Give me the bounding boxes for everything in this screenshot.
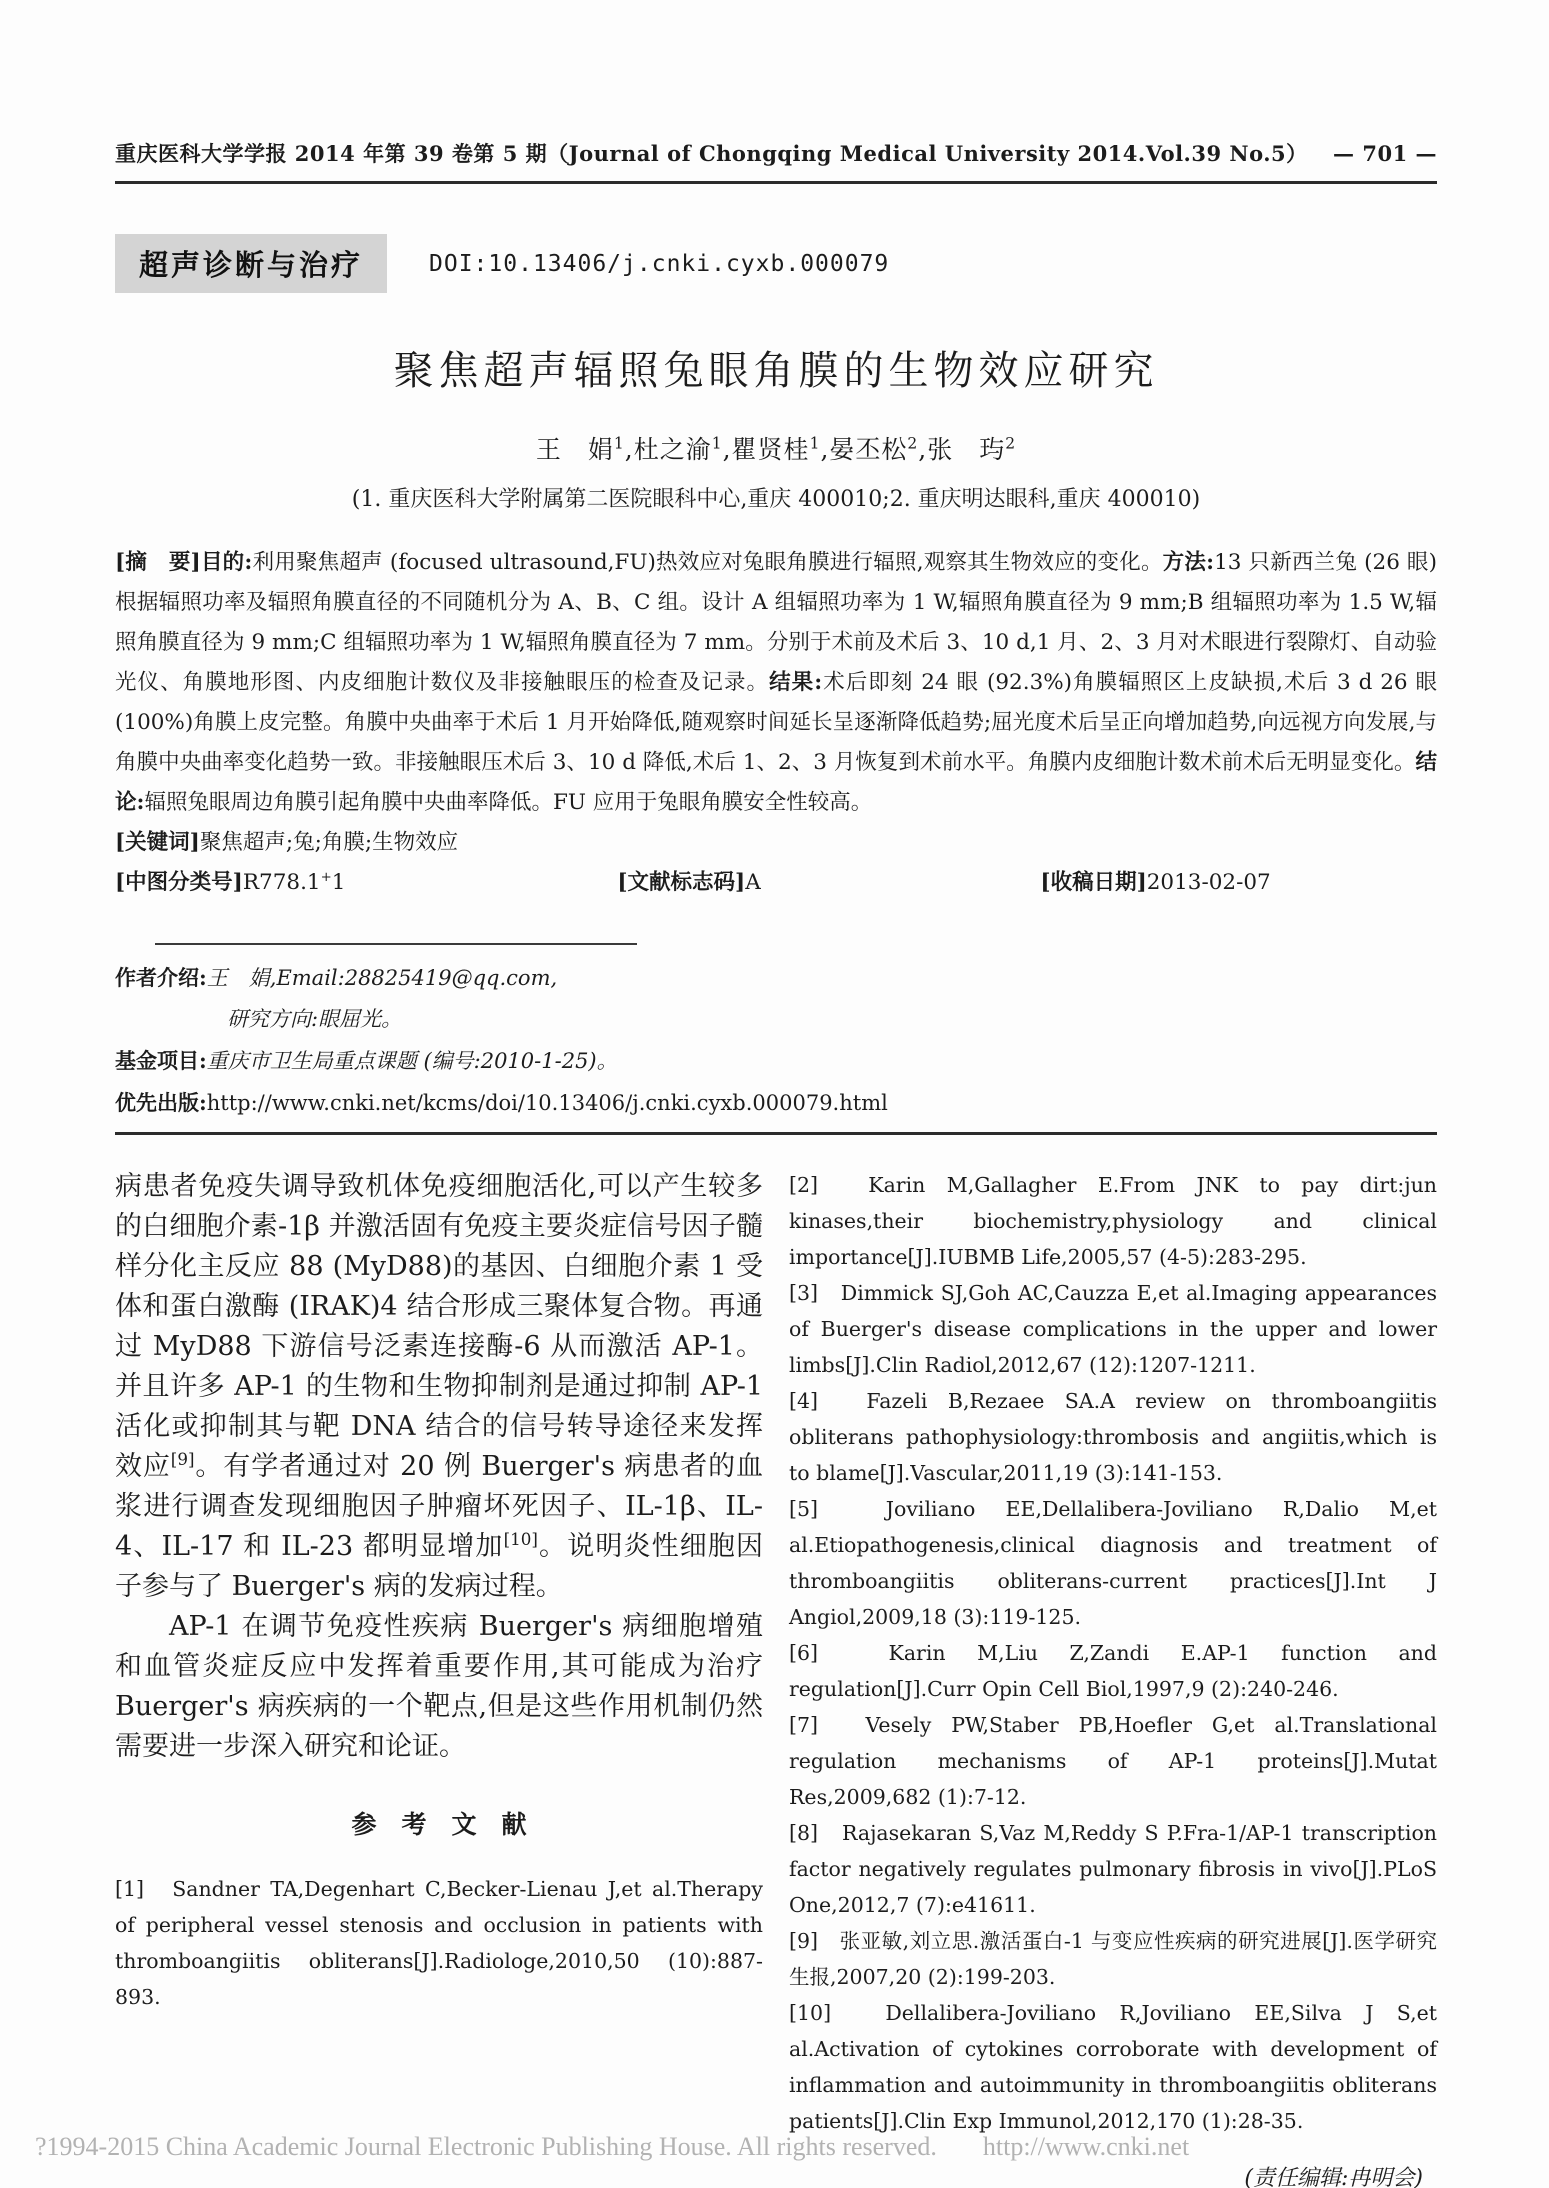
page-number: — 701 — [1333,141,1437,166]
page-header [115,138,1437,168]
article-title: 聚焦超声辐照兔眼角膜的生物效应研究 [393,348,1159,394]
reference-item: [1] Sandner TA,Degenhart C,Becker-Lienau J,et al.Therapy of peripheral vessel stenosis and occlusion in patients with thromboangiitis obliterans[J].Radiologe,2010,50 (10):887-893. [115,1877,763,2009]
reference-item: [10] Dellalibera-Joviliano R,Joviliano EE,Silva J S,et al.Activation of cytokines corroborate with development of inflammation and autoimmunity in thromboangiitis obliterans patients[J].Clin Exp Immunol,2012,170 (1):28-35. [789,2001,1437,2133]
reference-item: [3] Dimmick SJ,Goh AC,Cauzza E,et al.Imaging appearances of Buerger's disease complications in the upper and lower limbs[J].Clin Radiol,2012,67 (12):1207-1211. [789,1281,1437,1377]
received-date: [收稿日期]2013-02-07 [1040,870,1271,895]
fund-project: 基金项目:重庆市卫生局重点课题 (编号:2010-1-25)。 [115,1048,618,1073]
references-heading: 参 考 文 献 [351,1810,527,1839]
copyright-text: ?1994-2015 China Academic Journal Electronic Publishing House. All rights reserved. [35,2132,937,2161]
reference-item: [5] Joviliano EE,Dellalibera-Joviliano R,Dalio M,et al.Etiopathogenesis,clinical diagnosis and treatment of thromboangiitis obliterans-current practices[J].Int J Angiol,2009,18 (3):119-125. [789,1497,1437,1629]
footnote-divider [155,943,637,945]
cnki-url: http://www.cnki.net [982,2132,1190,2161]
author-intro: 作者介绍:王 娟,Email:28825419@qq.com, [115,965,558,990]
document-code: [文献标志码]A [617,870,761,895]
body-paragraph: 病患者免疫失调导致机体免疫细胞活化,可以产生较多的白细胞介素-1β 并激活固有免疫主要炎症信号因子髓样分化主反应 88 (MyD88)的基因、白细胞介素 1 受体和蛋白激酶 (IRAK)4 结合形成三聚体复合物。再通过 MyD88 下游信号泛素连接酶-6 从而激活 AP-1。并且许多 AP-1 的生物和生物抑制剂是通过抑制 AP-1 活化或抑制其与靶 DNA 结合的信号转导途径来发挥效应[9]。有学者通过对 20 例 Buerger's 病患者的血浆进行调查发现细胞因子肿瘤坏死因子、IL-1β、IL-4、IL-17 和 IL-23 都明显增加[10]。说明炎性细胞因子参与了 Buerger's 病的发病过程。 [115,1171,764,1602]
journal-citation: 重庆医科大学学报 2014 年第 39 卷第 5 期（Journal of Chongqing Medical University 2014.Vol.39 No.5） [115,141,1308,166]
body-paragraph: AP-1 在调节免疫性疾病 Buerger's 病细胞增殖和血管炎症反应中发挥着重要作用,其可能成为治疗 Buerger's 病疾病的一个靶点,但是这些作用机制仍然需要进一步深入研究和论证。 [115,1611,763,1762]
online-first-url: 优先出版:http://www.cnki.net/kcms/doi/10.13406/j.cnki.cyxb.000079.html [115,1090,888,1115]
affiliation: (1. 重庆医科大学附属第二医院眼科中心,重庆 400010;2. 重庆明达眼科,重庆 400010) [351,487,1201,512]
abstract: [摘 要]目的:利用聚焦超声 (focused ultrasound,FU)热效应对兔眼角膜进行辐照,观察其生物效应的变化。方法:13 只新西兰兔 (26 眼)根据辐照功率及辐照角膜直径的不同随机分为 A、B、C 组。设计 A 组辐照功率为 1 W,辐照角膜直径为 9 mm;B 组辐照功率为 1.5 W,辐照角膜直径为 9 mm;C 组辐照功率为 1 W,辐照角膜直径为 7 mm。分别于术前及术后 3、10 d,1 月、2、3 月对术眼进行裂隙灯、自动验光仪、角膜地形图、内皮细胞计数仪及非接触眼压的检查及记录。结果:术后即刻 24 眼 (92.3%)角膜辐照区上皮缺损,术后 3 d 26 眼 (100%)角膜上皮完整。角膜中央曲率于术后 1 月开始降低,随观察时间延长呈逐渐降低趋势;屈光度术后呈正向增加趋势,向远视方向发展,与角膜中央曲率变化趋势一致。非接触眼压术后 3、10 d 降低,术后 1、2、3 月恢复到术前水平。角膜内皮细胞计数术前术后无明显变化。结论:辐照兔眼周边角膜引起角膜中央曲率降低。FU 应用于兔眼角膜安全性较高。 [115,550,1438,815]
two-column-body [115,1167,1437,2188]
reference-item: [4] Fazeli B,Rezaee SA.A review on thromboangiitis obliterans pathophysiology:thrombosis and angiitis,which is to blame[J].Vascular,2011,19 (3):141-153. [789,1389,1437,1485]
doi-text: DOI:10.13406/j.cnki.cyxb.000079 [429,250,890,277]
reference-item: [6] Karin M,Liu Z,Zandi E.AP-1 function and regulation[J].Curr Opin Cell Biol,1997,9 (2):240-246. [789,1641,1437,1701]
section-row [115,234,1437,293]
author-intro-continued: 研究方向:眼屈光。 [227,1007,403,1031]
section-badge: 超声诊断与治疗 [115,234,387,293]
classification-row [115,863,1437,903]
editor-note: (责任编辑:冉明会) [1244,2166,1423,2188]
cnki-footer [35,2132,1514,2162]
right-column [789,1167,1437,2188]
reference-item: [8] Rajasekaran S,Vaz M,Reddy S P.Fra-1/AP-1 transcription factor negatively regulates pulmonary fibrosis in vivo[J].PLoS One,2012,7 (7):e41611. [789,1821,1437,1917]
header-divider [115,181,1437,184]
left-column [115,1167,763,2188]
reference-item: [9] 张亚敏,刘立思.激活蛋白-1 与变应性疾病的研究进展[J].医学研究生报,2007,20 (2):199-203. [789,1929,1437,1989]
author-list: 王 娟$^1$,杜之渝$^1$,瞿贤桂$^1$,晏丕松$^2$,张 玙$^2$ [535,434,1017,464]
reference-item: [7] Vesely PW,Staber PB,Hoefler G,et al.Translational regulation mechanisms of AP-1 proteins[J].Mutat Res,2009,682 (1):7-12. [789,1713,1437,1809]
keywords: [关键词]聚焦超声;兔;角膜;生物效应 [115,830,459,855]
clc-number: [中图分类号]R778.1+1 [115,869,346,895]
footnote-block [115,957,1437,1124]
body-divider [115,1132,1437,1135]
reference-item: [2] Karin M,Gallagher E.From JNK to pay dirt:jun kinases,their biochemistry,physiology and clinical importance[J].IUBMB Life,2005,57 (4-5):283-295. [789,1173,1437,1269]
